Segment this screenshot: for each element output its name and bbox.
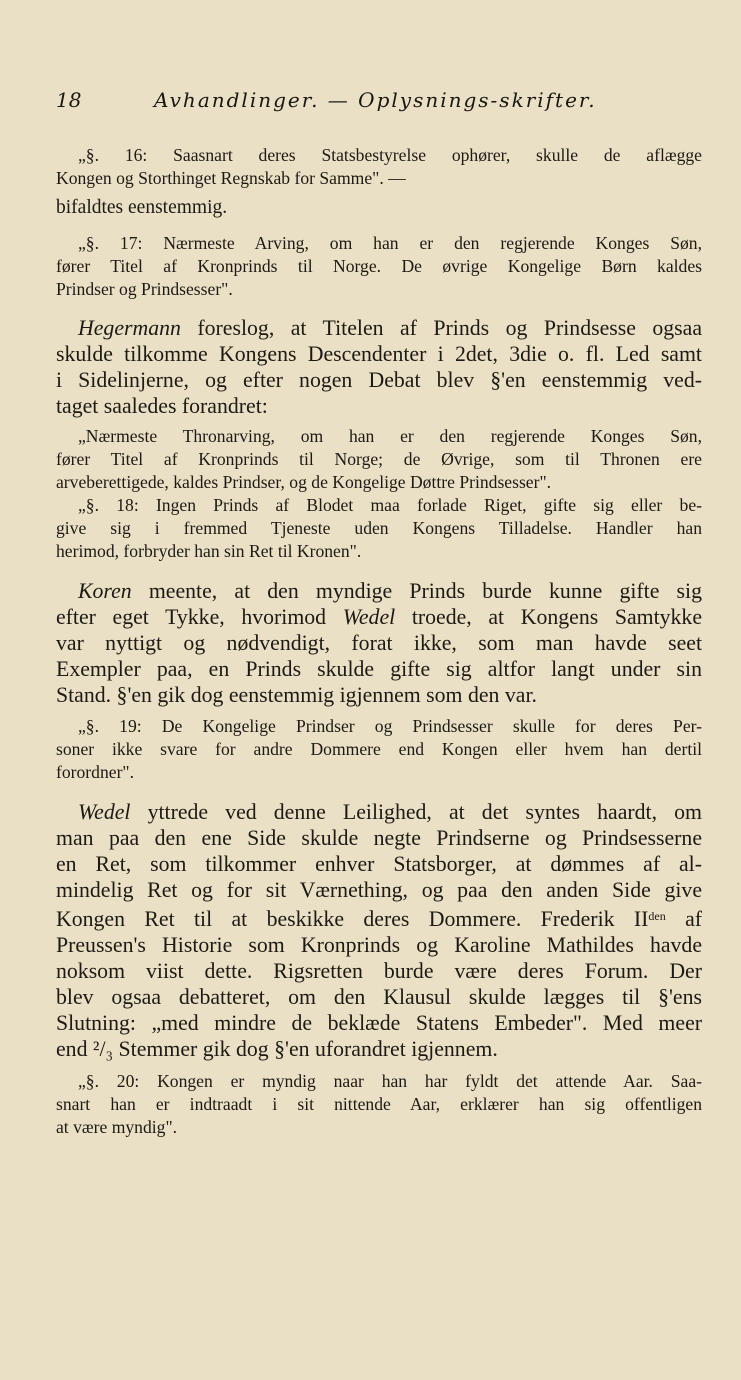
text-line: „Nærmeste Thronarving, om han er den regjerende Konges Søn,: [78, 426, 702, 446]
text-line: i Sidelinjerne, og efter nogen Debat blev §'en eenstemmig ved-: [56, 368, 702, 392]
text-line: herimod, forbryder han sin Ret til Kronen".: [56, 541, 362, 561]
text-line: man paa den ene Side skulde negte Prindserne og Prindsesserne: [56, 826, 702, 850]
text-line: Kongen og Storthinget Regnskab for Samme". —: [56, 168, 406, 188]
paragraph-section-16: [56, 144, 702, 190]
text-line: bifaldtes eenstemmig.: [56, 197, 228, 218]
text-line: Slutning: „med mindre de beklæde Statens Embeder". Med meer: [56, 1011, 702, 1035]
paragraph-section-18: [56, 494, 702, 563]
text-line: en Ret, som tilkommer enhver Statsborger, at dømmes af al-: [56, 852, 702, 876]
text-line: „§. 19: De Kongelige Prindser og Prindsesser skulle for deres Per-: [78, 716, 702, 736]
paragraph-section-20: [56, 1070, 702, 1139]
text-line: efter eget Tykke, hvorimod Wedel troede, at Kongens Samtykke: [56, 605, 702, 629]
text-line: mindelig Ret og for sit Værnething, og paa den anden Side give: [56, 878, 702, 902]
text-line: Preussen's Historie som Kronprinds og Karoline Mathildes havde: [56, 933, 702, 957]
text-line: „§. 20: Kongen er myndig naar han har fyldt det attende Aar. Saa-: [78, 1071, 702, 1091]
page-number: 18: [56, 88, 82, 112]
text-line: fører Titel af Kronprinds til Norge; de Øvrige, som til Thronen ere: [56, 449, 702, 469]
text-line: „§. 17: Nærmeste Arving, om han er den regjerende Konges Søn,: [78, 233, 702, 253]
text-line: snart han er indtraadt i sit nittende Aar, erklærer han sig offentligen: [56, 1094, 702, 1114]
text-line: Hegermann foreslog, at Titelen af Prinds og Prindsesse ogsaa: [78, 316, 702, 340]
text-line: at være myndig".: [56, 1117, 178, 1137]
text-line: „§. 18: Ingen Prinds af Blodet maa forlade Riget, gifte sig eller be-: [78, 495, 702, 515]
paragraph-wedel: [56, 799, 702, 1062]
text-line: Koren meente, at den myndige Prinds burde kunne gifte sig: [78, 579, 702, 603]
running-title: Avhandlinger. — Oplysnings-skrifter.: [154, 88, 597, 112]
paragraph-approved: [56, 196, 702, 220]
text-line: forordner".: [56, 762, 135, 782]
text-line: Exempler paa, en Prinds skulde gifte sig altfor langt under sin: [56, 657, 702, 681]
text-line: give sig i fremmed Tjeneste uden Kongens Tilladelse. Handler han: [56, 518, 702, 538]
text-line: Stand. §'en gik dog eenstemmig igjennem som den var.: [56, 683, 537, 707]
text-line: Prindser og Prindsesser".: [56, 279, 233, 299]
paragraph-section-17: [56, 232, 702, 301]
paragraph-amended-text: [56, 425, 702, 494]
text-line: var nyttigt og nødvendigt, forat ikke, som man havde seet: [56, 631, 702, 655]
text-line: skulde tilkomme Kongens Descendenter i 2det, 3die o. fl. Led samt: [56, 342, 702, 366]
text-line: Wedel yttrede ved denne Leilighed, at det syntes haardt, om: [78, 800, 702, 824]
paragraph-section-19: [56, 715, 702, 784]
text-line: blev ogsaa debatteret, om den Klausul skulde lægges til §'ens: [56, 985, 702, 1009]
paragraph-koren: [56, 578, 702, 708]
text-line: arveberettigede, kaldes Prindser, og de Kongelige Døttre Prindsesser".: [56, 472, 552, 492]
paragraph-hegermann: [56, 315, 702, 419]
text-line: fører Titel af Kronprinds til Norge. De øvrige Kongelige Børn kaldes: [56, 256, 702, 276]
text-line: Kongen Ret til at beskikke deres Dommere. Frederik $II^{den}$ af: [56, 907, 702, 931]
text-line: soner ikke svare for andre Dommere end Kongen eller hvem han dertil: [56, 739, 702, 759]
speaker-name: Hegermann: [78, 316, 181, 340]
text-line: end ²/₃ Stemmer gik dog §'en uforandret igjennem.: [56, 1037, 498, 1061]
text-line: „§. 16: Saasnart deres Statsbestyrelse ophører, skulle de aflægge: [78, 145, 702, 165]
speaker-name: Koren: [78, 579, 132, 603]
speaker-name: Wedel: [342, 605, 396, 629]
speaker-name: Wedel: [78, 800, 131, 824]
text-line: noksom viist dette. Rigsretten burde være deres Forum. Der: [56, 959, 702, 983]
text-line: taget saaledes forandret:: [56, 394, 268, 418]
